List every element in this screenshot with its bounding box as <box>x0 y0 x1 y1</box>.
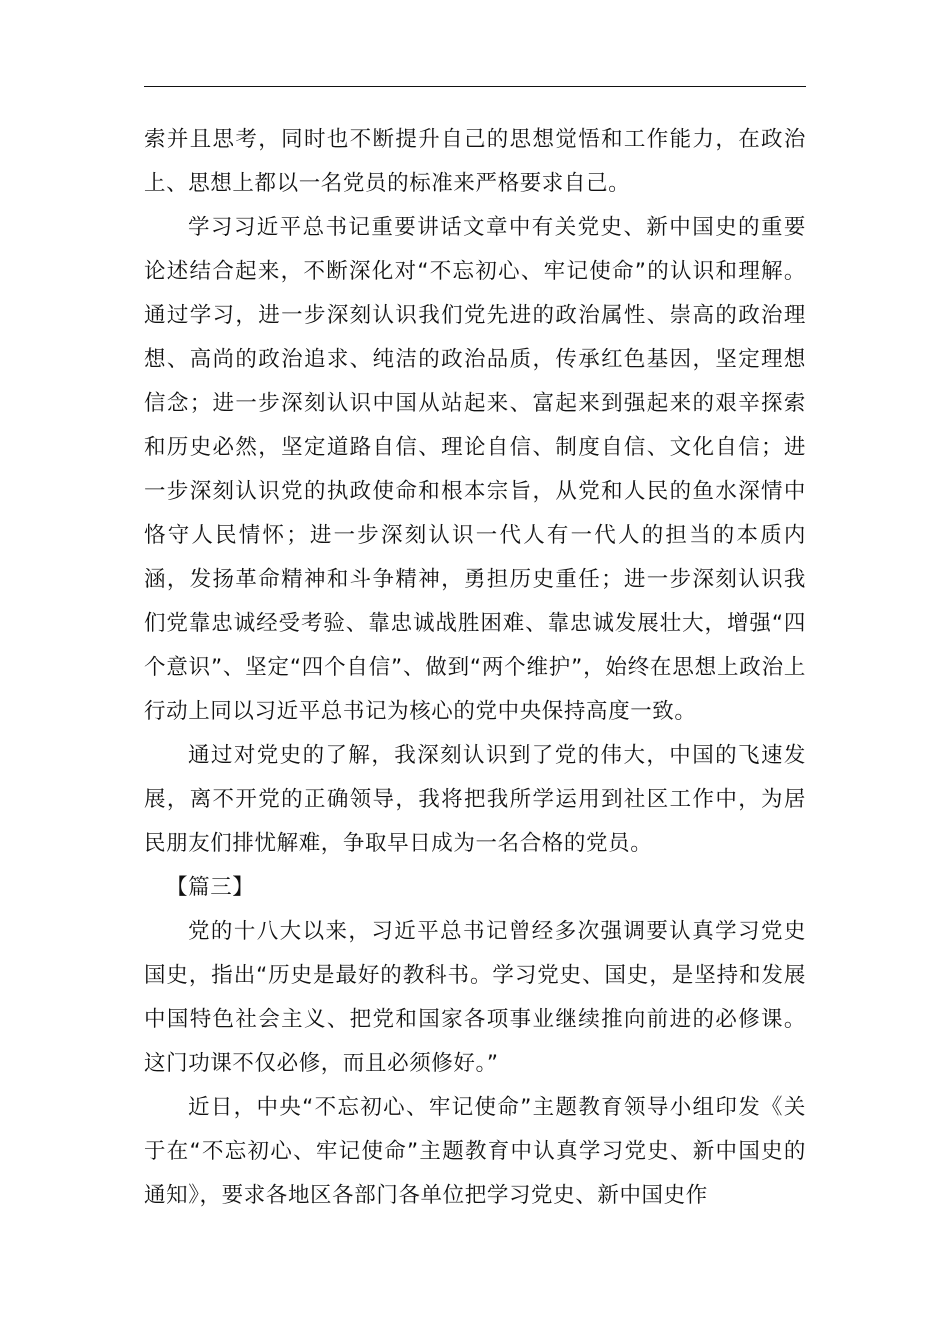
paragraph-4: 党的十八大以来，习近平总书记曾经多次强调要认真学习党史国史，指出“历史是最好的教科书。学习党史、国史，是坚持和发展中国特色社会主义、把党和国家各项事业继续推向前进的必修课。这门功课不仅必修，而且必须修好。” <box>144 919 806 1076</box>
header-rule <box>144 86 806 87</box>
paragraph-3: 通过对党史的了解，我深刻认识到了党的伟大，中国的飞速发展，离不开党的正确领导，我将把我所学运用到社区工作中，为居民朋友们排忧解难，争取早日成为一名合格的党员。 <box>144 743 806 856</box>
paragraph-5: 近日，中央“不忘初心、牢记使命”主题教育领导小组印发《关于在“不忘初心、牢记使命”主题教育中认真学习党史、新中国史的通知》，要求各地区各部门各单位把学习党史、新中国史作 <box>144 1095 806 1208</box>
section-heading: 【篇三】 <box>166 875 255 900</box>
paragraph-2: 学习习近平总书记重要讲话文章中有关党史、新中国史的重要论述结合起来，不断深化对“不忘初心、牢记使命”的认识和理解。通过学习，进一步深刻认识我们党先进的政治属性、崇高的政治理想、高尚的政治追求、纯洁的政治品质，传承红色基因，坚定理想信念；进一步深刻认识中国从站起来、富起来到强起来的艰辛探索和历史必然，坚定道路自信、理论自信、制度自信、文化自信；进一步深刻认识党的执政使命和根本宗旨，从党和人民的鱼水深情中恪守人民情怀；进一步深刻认识一代人有一代人的担当的本质内涵，发扬革命精神和斗争精神，勇担历史重任；进一步深刻认识我们党靠忠诚经受考验、靠忠诚战胜困难、靠忠诚发展壮大，增强“四个意识”、坚定“四个自信”、做到“两个维护”，始终在思想上政治上行动上同以习近平总书记为核心的党中央保持高度一致。 <box>144 215 806 724</box>
paragraph-1: 索并且思考，同时也不断提升自己的思想觉悟和工作能力，在政治上、思想上都以一名党员的标准来严格要求自己。 <box>144 127 806 196</box>
document-body <box>144 118 806 1218</box>
